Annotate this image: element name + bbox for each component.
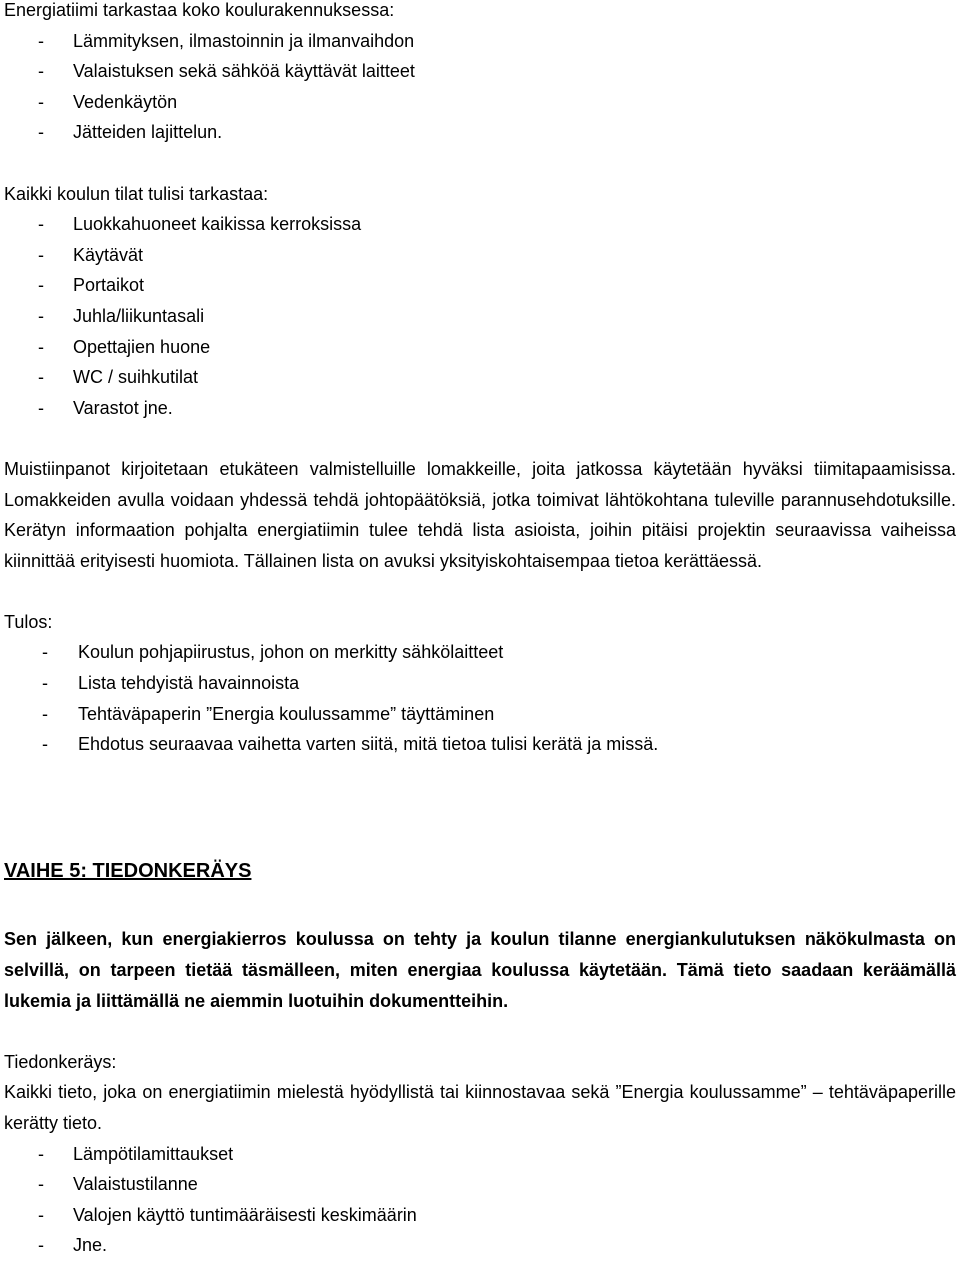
list-item: - Lista tehdyistä havainnoista	[42, 673, 300, 694]
rooms-list	[4, 209, 956, 423]
list-item: - Portaikot	[38, 275, 145, 296]
list-item: - Varastot jne.	[38, 397, 173, 418]
collection-paragraph: Kaikki tieto, joka on energiatiimin mielestä hyödyllistä tai kiinnostavaa sekä ”Energia koulussamme” – tehtäväpaperille kerätty tieto.	[4, 1082, 956, 1133]
collection-list	[4, 1139, 956, 1261]
list-item: - Koulun pohjapiirustus, johon on merkitty sähkölaitteet	[42, 642, 504, 663]
energy-list	[4, 26, 956, 148]
results-label: Tulos:	[4, 611, 53, 632]
list-item: - Valojen käyttö tuntimääräisesti keskimäärin	[38, 1204, 417, 1225]
list-item: - Valaistustilanne	[38, 1174, 198, 1195]
list-item: - Ehdotus seuraavaa vaihetta varten siitä, mitä tietoa tulisi kerätä ja missä.	[42, 734, 659, 755]
list-item: - Juhla/liikuntasali	[38, 305, 205, 326]
list-item: - Luokkahuoneet kaikissa kerroksissa	[38, 214, 362, 235]
list-item: - Jätteiden lajittelun.	[38, 122, 223, 143]
list-item: - Valaistuksen sekä sähköä käyttävät laitteet	[38, 61, 415, 82]
list-item: - Opettajien huone	[38, 336, 211, 357]
phase-title: VAIHE 5: TIEDONKERÄYS	[4, 859, 252, 882]
list-item: - Tehtäväpaperin ”Energia koulussamme” täyttäminen	[42, 703, 495, 724]
list-item: - Vedenkäytön	[38, 91, 178, 112]
energy-intro: Energiatiimi tarkastaa koko koulurakennuksessa:	[4, 0, 395, 20]
list-item: - Jne.	[38, 1235, 108, 1256]
list-item: - WC / suihkutilat	[38, 367, 199, 388]
list-item: - Lämpötilamittaukset	[38, 1143, 234, 1164]
document-page	[4, 0, 956, 1261]
phase-paragraph: Sen jälkeen, kun energiakierros koulussa on tehty ja koulun tilanne energiankulutuksen näkökulmasta on selvillä, on tarpeen tietää täsmälleen, miten energiaa koulussa käytetään. Tämä tieto saadaan keräämällä lukemia ja liittämällä ne aiemmin luotuihin dokumentteihin.	[4, 929, 956, 1011]
notes-paragraph: Muistiinpanot kirjoitetaan etukäteen valmistelluille lomakkeille, joita jatkossa käytetään hyväksi tiimitapaamisissa. Lomakkeiden avulla voidaan yhdessä tehdä johtopäätöksiä, jotka toimivat lähtökohtana tuleville parannusehdotuksille. Kerätyn informaation pohjalta energiatiimin tulee tehdä lista asioista, joihin pitäisi projektin seuraavissa vaiheissa kiinnittää erityisesti huomiota. Tällainen lista on avuksi yksityiskohtaisempaa tietoa kerättäessä.	[4, 458, 956, 571]
list-item: - Käytävät	[38, 244, 144, 265]
list-item: - Lämmityksen, ilmastoinnin ja ilmanvaihdon	[38, 30, 415, 51]
rooms-intro: Kaikki koulun tilat tulisi tarkastaa:	[4, 183, 269, 204]
results-list	[4, 637, 956, 759]
collection-label: Tiedonkeräys:	[4, 1051, 117, 1072]
